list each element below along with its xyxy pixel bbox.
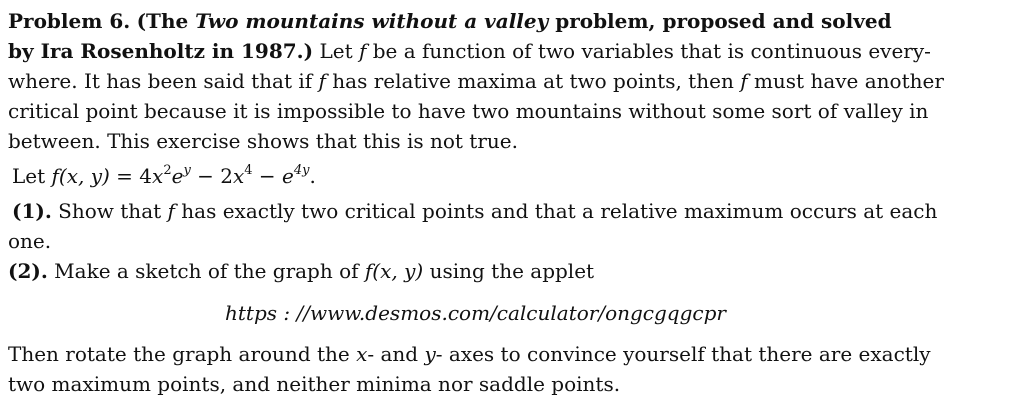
text: Let bbox=[313, 39, 359, 63]
math-func: f(x, y) bbox=[364, 259, 424, 283]
text: - axes to convince yourself that there are exactly bbox=[435, 342, 931, 366]
text: critical point because it is impossible to have two mountains without some sort of valley in bbox=[8, 99, 929, 123]
text: Show that bbox=[51, 199, 168, 223]
title-rest: problem, proposed and solved bbox=[548, 9, 892, 33]
text: one. bbox=[8, 229, 52, 253]
text: - and bbox=[367, 342, 425, 366]
function-definition bbox=[12, 162, 316, 190]
text: Then rotate the graph around the bbox=[8, 342, 357, 366]
var-e: e bbox=[171, 164, 184, 188]
exponent: y bbox=[183, 163, 191, 179]
author-credit: by Ira Rosenholtz in 1987.) bbox=[8, 39, 314, 63]
exponent: 2 bbox=[163, 163, 172, 179]
function-lhs: f(x, y) bbox=[51, 164, 110, 188]
var-e: e bbox=[282, 164, 294, 188]
text: must have another bbox=[747, 69, 944, 93]
url-link[interactable]: https : //www.desmos.com/calculator/ongcgqgcpr bbox=[225, 301, 726, 325]
math-f: f bbox=[318, 69, 326, 93]
text: be a function of two variables that is continuous every- bbox=[366, 39, 931, 63]
math-f: f bbox=[740, 69, 748, 93]
text: has relative maxima at two points, then bbox=[325, 69, 741, 93]
problem-line-3 bbox=[8, 67, 944, 95]
var-x: x bbox=[356, 342, 368, 366]
text: Let bbox=[12, 164, 52, 188]
text: . bbox=[309, 164, 316, 188]
problem-title: Two mountains without a valley bbox=[195, 9, 549, 33]
text: − bbox=[252, 164, 283, 188]
math-f: f bbox=[167, 199, 175, 223]
text: two maximum points, and neither minima nor saddle points. bbox=[8, 372, 621, 396]
text: Make a sketch of the graph of bbox=[47, 259, 365, 283]
part-1-line-2 bbox=[8, 227, 51, 255]
problem-label: Problem 6. bbox=[8, 9, 131, 33]
exponent: 4 bbox=[244, 163, 253, 179]
applet-url[interactable] bbox=[225, 299, 726, 327]
var-y: y bbox=[424, 342, 436, 366]
text: where. It has been said that if bbox=[8, 69, 319, 93]
closing-line-1 bbox=[8, 340, 931, 368]
part-1-line-1 bbox=[12, 197, 937, 225]
part-1-label: (1). bbox=[12, 199, 52, 223]
var-x: x bbox=[152, 164, 164, 188]
text: − 2 bbox=[190, 164, 233, 188]
problem-line-4 bbox=[8, 97, 928, 125]
text: between. This exercise shows that this is not true. bbox=[8, 129, 518, 153]
part-2-line-1 bbox=[8, 257, 594, 285]
title-open: (The bbox=[136, 9, 196, 33]
var-x: x bbox=[233, 164, 245, 188]
exponent: 4y bbox=[293, 163, 310, 179]
text: = 4 bbox=[109, 164, 153, 188]
math-f: f bbox=[358, 39, 367, 63]
problem-line-2 bbox=[8, 37, 931, 65]
problem-line-5 bbox=[8, 127, 518, 155]
text: using the applet bbox=[423, 259, 595, 283]
part-2-label: (2). bbox=[8, 259, 48, 283]
problem-line-1 bbox=[8, 7, 892, 35]
closing-line-2 bbox=[8, 370, 620, 398]
text: has exactly two critical points and that a relative maximum occurs at each bbox=[174, 199, 938, 223]
